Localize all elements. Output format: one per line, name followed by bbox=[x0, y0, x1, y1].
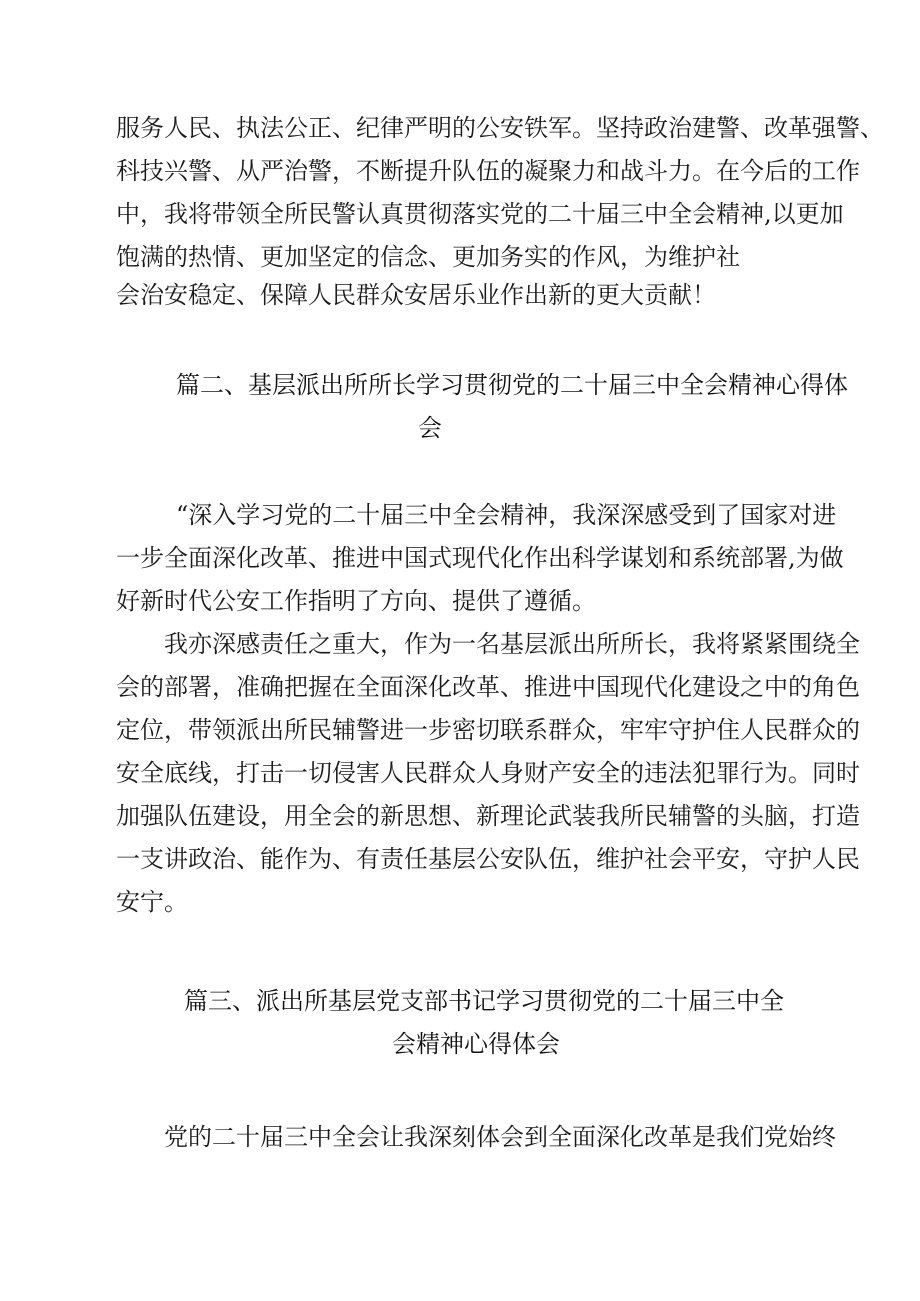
section-heading: 篇二、基层派出所所长学习贯彻党的二十届三中全会精神心得体 bbox=[176, 371, 848, 399]
paragraph-line: 会治安稳定、保障人民群众安居乐业作出新的更大贡献！ bbox=[116, 281, 716, 309]
paragraph-line: 饱满的热情、更加坚定的信念、更加务实的作风，为维护社 bbox=[116, 243, 740, 271]
paragraph-line: 定位，带领派出所民辅警进一步密切联系群众，牢牢守护住人民群众的 bbox=[116, 716, 860, 744]
paragraph-line: 一步全面深化改革、推进中国式现代化作出科学谋划和系统部署,为做 bbox=[116, 544, 844, 572]
paragraph-line: 一支讲政治、能作为、有责任基层公安队伍，维护社会平安，守护人民 bbox=[116, 845, 860, 873]
section-heading: 篇三、派出所基层党支部书记学习贯彻党的二十届三中全 bbox=[184, 987, 784, 1015]
paragraph-line: 安全底线，打击一切侵害人民群众人身财产安全的违法犯罪行为。同时 bbox=[116, 759, 860, 787]
paragraph-line: 加强队伍建设，用全会的新思想、新理论武装我所民辅警的头脑，打造 bbox=[116, 802, 860, 830]
paragraph-line: 服务人民、执法公正、纪律严明的公安铁军。坚持政治建警、改革强警、 bbox=[116, 114, 884, 142]
paragraph-line: 党的二十届三中全会让我深刻体会到全面深化改革是我们党始终 bbox=[164, 1123, 836, 1151]
section-heading: 会精神心得体会 bbox=[392, 1030, 560, 1058]
paragraph-line: 好新时代公安工作指明了方向、提供了遵循。 bbox=[116, 587, 596, 615]
section-heading: 会 bbox=[418, 414, 442, 442]
paragraph-line: 会的部署，准确把握在全面深化改革、推进中国现代化建设之中的角色 bbox=[116, 673, 860, 701]
paragraph-line: 安宁。 bbox=[116, 888, 188, 916]
paragraph-line: 科技兴警、从严治警，不断提升队伍的凝聚力和战斗力。在今后的工作 bbox=[116, 157, 860, 185]
paragraph-line: 我亦深感责任之重大，作为一名基层派出所所长，我将紧紧围绕全 bbox=[164, 630, 860, 658]
paragraph-line: 中，我将带领全所民警认真贯彻落实党的二十届三中全会精神,以更加 bbox=[116, 200, 844, 228]
paragraph-line: “深入学习党的二十届三中全会精神，我深深感受到了国家对进 bbox=[176, 501, 837, 529]
